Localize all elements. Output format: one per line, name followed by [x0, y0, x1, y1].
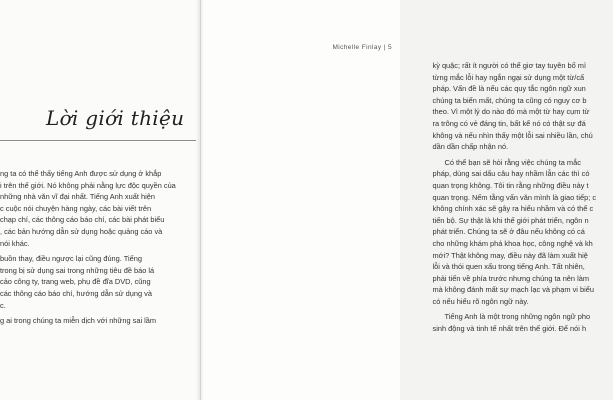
text-line: phát triển. Chúng ta sẽ ở đâu nếu không có cá: [432, 227, 585, 237]
text-line: pháp. Vấn đề là nếu các quy tắc ngôn ngữ xun: [432, 84, 586, 94]
text-line: i trên thế giới. Nó không phải nằng lực độc quyền của: [0, 180, 176, 190]
left-page-body: [0, 168, 188, 327]
text-line: c.: [0, 300, 6, 310]
text-line: Có thể bạn sẽ hỏi rằng việc chúng ta mắc: [444, 157, 581, 167]
left-paragraph-1: [0, 168, 188, 249]
text-line: pháp, dùng sai dấu câu hay nhầm lẫn các thì có: [432, 169, 590, 179]
text-line: ra trông có vẻ đáng tin, bất kể nó có thật sự đá: [432, 118, 586, 128]
text-line: cho những khám phá khoa học, công nghệ và kh: [432, 238, 593, 248]
text-line: không chính xác sẽ gây ra hiểu nhầm và có thể c: [432, 204, 594, 214]
text-line: chạp chí, các thông cáo báo chí, các bài phát biểu: [0, 215, 165, 225]
text-line: lỗi và thói quen xấu trong tiếng Anh. Tất nhiên,: [432, 262, 585, 272]
left-paragraph-3: [0, 315, 188, 327]
right-paragraph-3: [433, 311, 613, 334]
text-line: trong bị sử dụng sai trong những tiêu đề báo lá: [0, 265, 155, 275]
text-line: các thông cáo báo chí, hướng dẫn sử dụng và: [0, 288, 152, 298]
text-line: ng ta có thể thấy tiếng Anh được sử dụng ở khắp: [0, 169, 162, 178]
right-paragraph-2: [433, 157, 613, 308]
text-line: Tiếng Anh là một trong những ngôn ngữ pho: [444, 312, 591, 322]
right-page-body: [433, 60, 613, 335]
text-line: mà không đánh mất sự mạch lạc và phạm vi biểu: [432, 285, 594, 295]
book-gutter-shadow: [196, 0, 204, 400]
running-header: Michelle Finlay | 5: [332, 44, 392, 51]
text-line: , các bản hướng dẫn sử dụng hoặc quảng cáo và: [0, 226, 163, 236]
text-line: g ai trong chúng ta miễn dịch với những sai lầm: [0, 316, 157, 326]
chapter-title: Lời giới thiệu: [46, 106, 185, 130]
text-line: c cuộc nói chuyện hàng ngày, các bài viết trên: [0, 203, 152, 213]
text-line: nói khác.: [0, 238, 30, 248]
text-line: buồn thay, điều ngược lại cũng đúng. Tiếng: [0, 254, 142, 264]
text-line: quan trọng. Nếm tằng vấn văn mình là giao tiếp; c: [432, 192, 597, 202]
text-line: cảo công ty, trang web, phụ đề đĩa DVD, cũng: [0, 277, 151, 287]
text-line: phải tiến về phía trước nhưng chúng ta nên làm: [432, 273, 589, 283]
text-line: mới? Thật không may, điều này đã làm xuất hiệ: [432, 250, 588, 260]
text-line: dần dần chấp nhận nó.: [432, 142, 509, 152]
left-paragraph-2: [0, 253, 188, 311]
text-line: từng mắc lỗi hay ngắn ngại sử dụng một từ/cấ: [432, 72, 585, 82]
right-page: [201, 0, 597, 400]
title-divider: [0, 140, 196, 141]
right-paragraph-1: [433, 60, 613, 153]
text-line: tiến bộ. Sự thật là khi thế giới phát triển, ngôn n: [432, 215, 589, 225]
text-line: sinh động và tinh tế nhất trên thế giới. Để nói h: [432, 324, 587, 334]
text-line: có nếu hiểu rõ ngôn ngữ này.: [432, 296, 529, 306]
text-line: những nhà văn vĩ đại nhất. Tiếng Anh xuất hiện: [0, 192, 155, 202]
left-page: [0, 0, 201, 400]
text-line: chúng ta biến mất, chúng ta cũng có nguy cơ b: [432, 95, 587, 105]
text-line: không và nếu nhìn thấy một lỗi sai nhiều lần, chú: [432, 130, 593, 140]
text-line: kỳ quặc; rất ít người có thể giơ tay tuyên bố mì: [432, 61, 586, 70]
text-line: theo. Vì một lý do nào đó mà một từ hay cụm từ: [432, 107, 590, 117]
text-line: quan trọng không. Tôi tin rằng những điều này t: [432, 180, 589, 190]
